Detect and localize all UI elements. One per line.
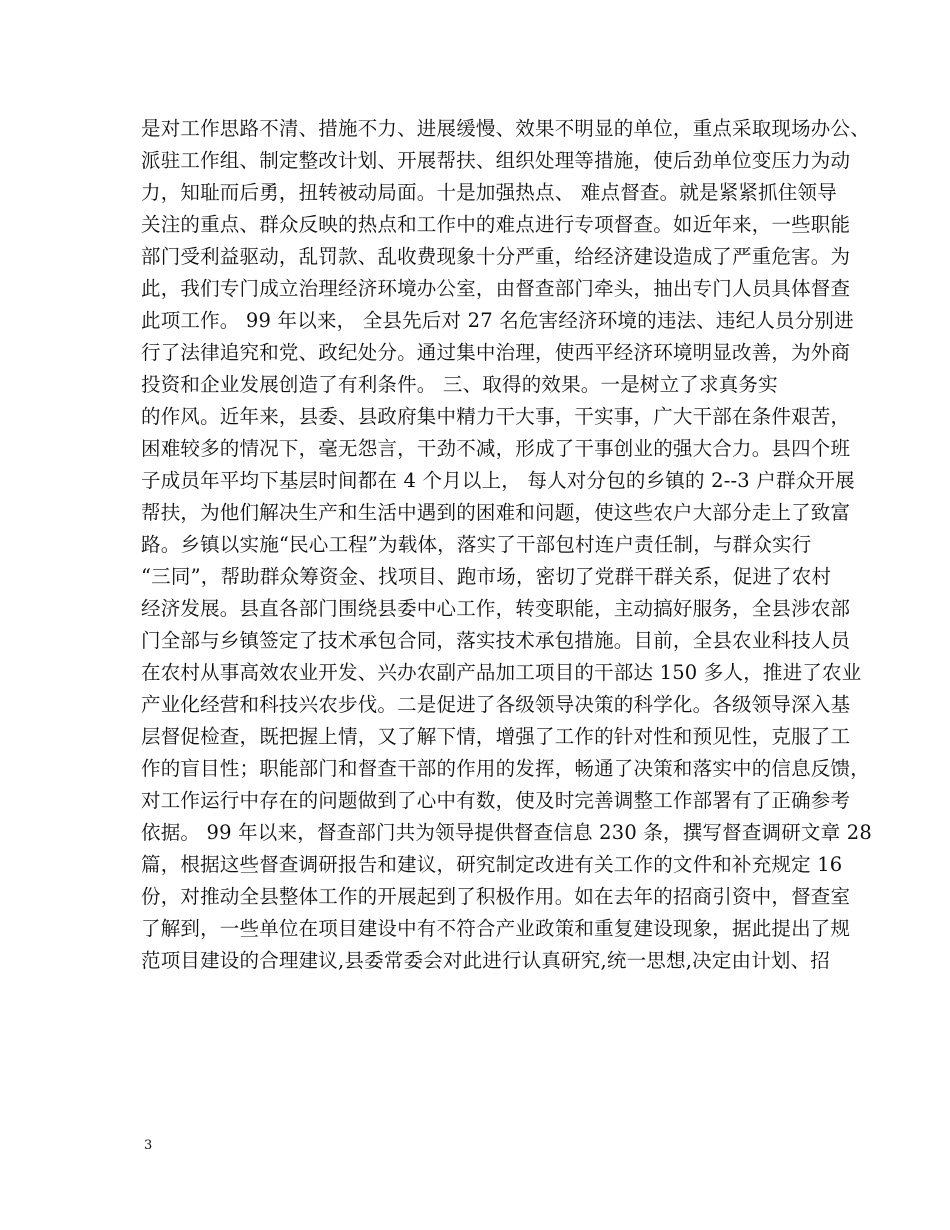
body-text — [141, 113, 872, 977]
text-line: 篇，根据这些督查调研报告和建议，研究制定改进有关工作的文件和补充规定 16 — [141, 853, 843, 876]
text-line: 力，知耻而后勇，扭转被动局面。十是加强热点、 难点督查。就是紧紧抓住领导 — [141, 181, 837, 204]
text-line: 帮扶，为他们解决生产和生活中遇到的困难和问题，使这些农户大部分走上了致富 — [141, 501, 851, 524]
text-line: 此项工作。 99 年以来， 全县先后对 27 名危害经济环境的违法、违纪人员分别进 — [141, 309, 854, 332]
text-line: 门全部与乡镇签定了技术承包合同，落实技术承包措施。目前，全县农业科技人员 — [141, 629, 851, 652]
text-line: 部门受利益驱动，乱罚款、乱收费现象十分严重，给经济建设造成了严重危害。为 — [141, 245, 851, 268]
text-line: 在农村从事高效农业开发、兴办农副产品加工项目的干部达 150 多人，推进了农业 — [141, 661, 862, 684]
text-line: 关注的重点、群众反映的热点和工作中的难点进行专项督查。如近年来，一些职能 — [141, 213, 851, 236]
text-line: 困难较多的情况下，毫无怨言，干劲不减，形成了干事创业的强大合力。县四个班 — [141, 437, 851, 460]
text-line: 子成员年平均下基层时间都在 4 个月以上， 每人对分包的乡镇的 2--3 户群众开展 — [141, 469, 855, 492]
text-line: 作的盲目性；职能部门和督查干部的作用的发挥，畅通了决策和落实中的信息反馈， — [141, 757, 870, 780]
text-line: 是对工作思路不清、措施不力、进展缓慢、效果不明显的单位，重点采取现场办公、 — [141, 117, 870, 140]
text-line: 份，对推动全县整体工作的开展起到了积极作用。如在去年的招商引资中，督查室 — [141, 885, 851, 908]
text-line: 行了法律追究和党、政纪处分。通过集中治理，使西平经济环境明显改善，为外商 — [141, 341, 851, 364]
text-line: 对工作运行中存在的问题做到了心中有数，使及时完善调整工作部署有了正确参考 — [141, 789, 851, 812]
text-line: 路。乡镇以实施“民心工程”为载体，落实了干部包村连户责任制，与群众实行 — [141, 533, 812, 556]
text-line: 投资和企业发展创造了有利条件。 三、取得的效果。一是树立了求真务实 — [141, 373, 778, 396]
text-line: 范项目建设的合理建议,县委常委会对此进行认真研究,统一思想,决定由计划、招 — [141, 949, 830, 972]
text-line: 派驻工作组、制定整改计划、开展帮扶、组织处理等措施，使后劲单位变压力为动 — [141, 149, 851, 172]
text-line: 依据。 99 年以来，督查部门共为领导提供督查信息 230 条，撰写督查调研文章 28 — [141, 821, 872, 844]
text-line: 的作风。近年来，县委、县政府集中精力干大事，干实事，广大干部在条件艰苦， — [141, 405, 851, 428]
text-line: “三同”，帮助群众筹资金、找项目、跑市场，密切了党群干群关系，促进了农村 — [141, 565, 832, 588]
text-line: 层督促检查，既把握上情，又了解下情，增强了工作的针对性和预见性，克服了工 — [141, 725, 851, 748]
text-line: 此，我们专门成立治理经济环境办公室，由督查部门牵头，抽出专门人员具体督查 — [141, 277, 851, 300]
text-line: 了解到，一些单位在项目建设中有不符合产业政策和重复建设现象，据此提出了规 — [141, 917, 851, 940]
page-number: 3 — [144, 1138, 153, 1153]
text-line: 经济发展。县直各部门围绕县委中心工作，转变职能，主动搞好服务，全县涉农部 — [141, 597, 851, 620]
text-line: 产业化经营和科技兴农步伐。二是促进了各级领导决策的科学化。各级领导深入基 — [141, 693, 851, 716]
